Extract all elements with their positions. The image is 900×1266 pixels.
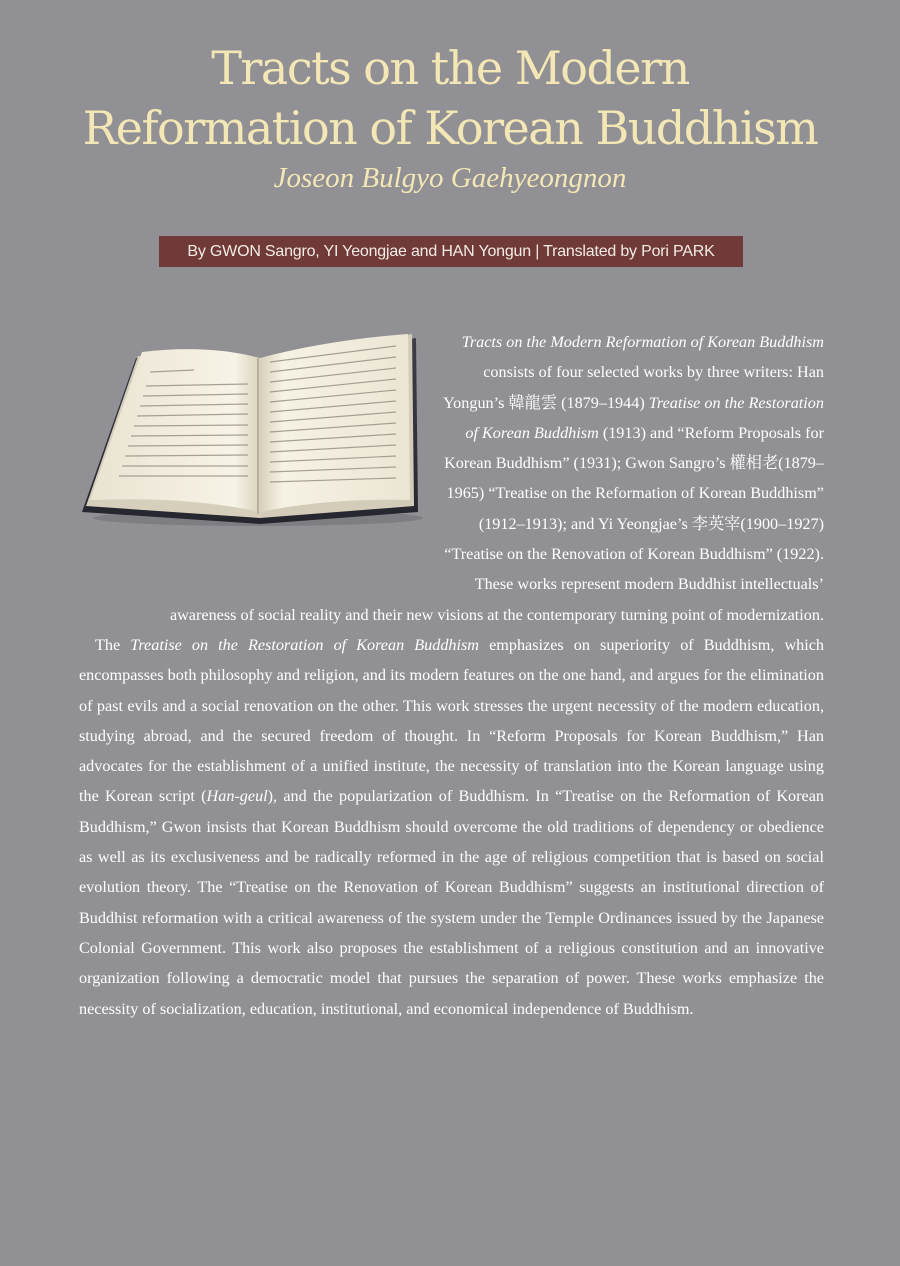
- body-text: [79, 327, 824, 1024]
- treatise-title-italic-2: Treatise on the Restoration of Korean Buddhism: [130, 635, 480, 654]
- document-title-line-2: Reformation of Korean Buddhism: [82, 101, 818, 155]
- hangeul-italic: Han-geul: [206, 787, 268, 806]
- image-float-spacer: [79, 327, 431, 570]
- intro-text-part-2: (1913) and “Reform Proposals for Korean Buddhism” (1931); Gwon Sangro’s 權相老(1879–1965) “Treatise on the Reformation of Korean Buddhism” (1912–1913); and Yi Yeongjae’s 李英宰(1900–1927) “Treatise on the Renovation of Korean Buddhism” (1922). These works represent modern Buddhist intellectuals’ awareness of social reality and their new visions at the contemporary turning point of modernization.: [169, 423, 824, 624]
- book-title-italic: Tracts on the Modern Reformation of Korean Buddhism: [461, 333, 824, 351]
- treatise-title-italic: Treatise on the Restoration of Korean Buddhism: [465, 393, 824, 442]
- paragraph-summary: [79, 630, 824, 1024]
- document-title-line-1: Tracts on the Modern: [211, 41, 689, 95]
- title-block: [0, 38, 900, 196]
- byline-banner: By GWON Sangro, YI Yeongjae and HAN Yongun | Translated by Pori PARK: [159, 236, 743, 267]
- summary-text-part-1: The: [95, 635, 131, 654]
- intro-text-part-1: consists of four selected works by three writers: Han Yongun’s 韓龍雲 (1879–1944): [443, 363, 824, 412]
- summary-text-part-2: emphasizes on superiority of Buddhism, which encompasses both philosophy and religion, and its modern features on the one hand, and argues for the elimination of past evils and a social renovation on the other. This work stresses the urgent necessity of the modern education, studying abroad, and the secured freedom of thought. In “Reform Proposals for Korean Buddhism,” Han advocates for the establishment of a unified institute, the necessity of translation into the Korean language using the Korean script (: [79, 635, 824, 806]
- summary-text-part-3: ), and the popularization of Buddhism. In “Treatise on the Reformation of Korean Buddhism,” Gwon insists that Korean Buddhism should overcome the old traditions of dependency or obedience as well as its exclusiveness and be radically reformed in the age of religious competition that is based on social evolution theory. The “Treatise on the Renovation of Korean Buddhism” suggests an institutional direction of Buddhist reformation with a critical awareness of the system under the Temple Ordinances issued by the Japanese Colonial Government. This work also proposes the establishment of a religious constitution and an innovative organization following a democratic model that pursues the separation of power. These works emphasize the necessity of socialization, education, institutional, and economical independence of Buddhism.: [79, 787, 824, 1018]
- document-subtitle: Joseon Bulgyo Gaehyeongnon: [273, 162, 627, 194]
